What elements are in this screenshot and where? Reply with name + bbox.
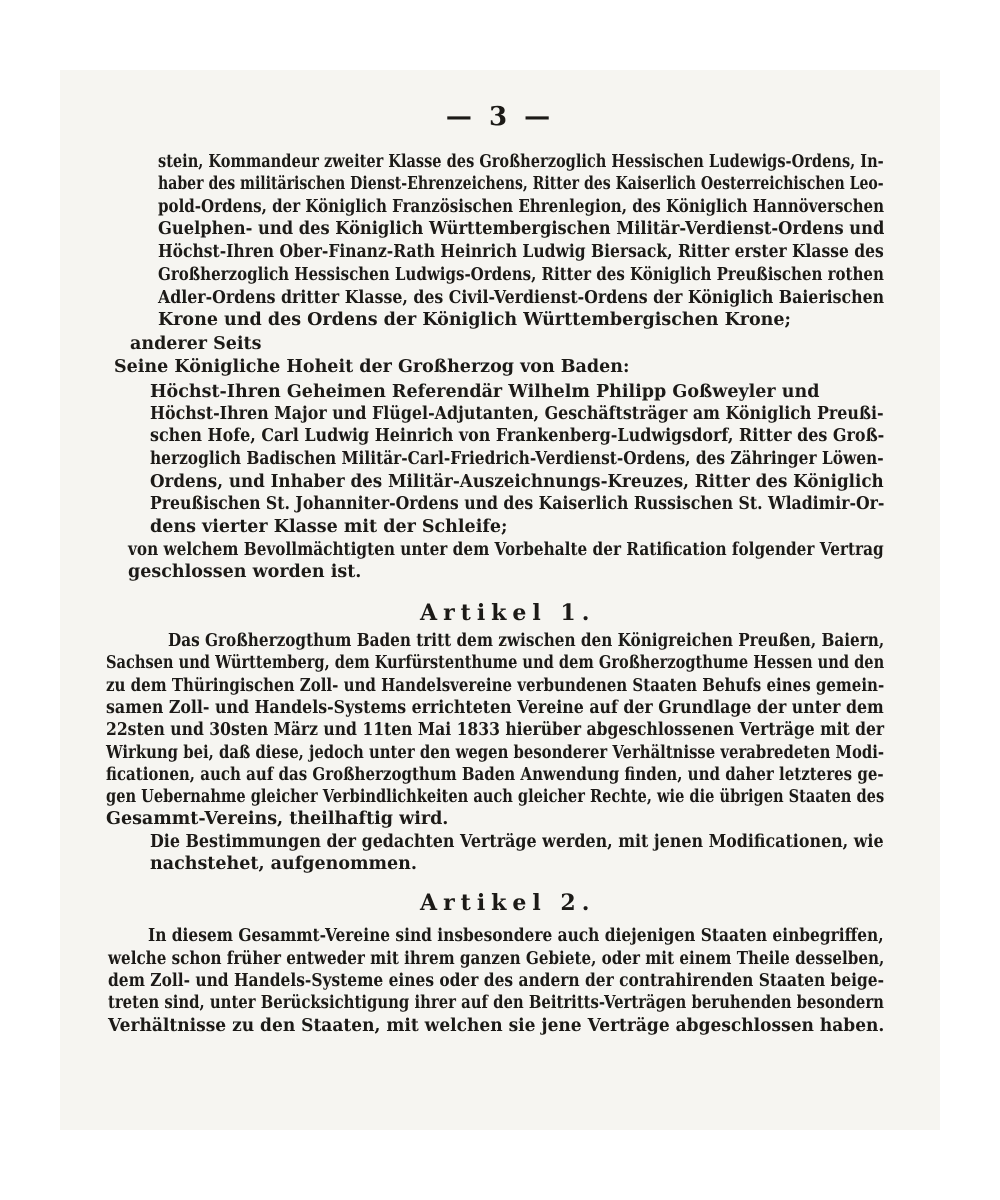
text-line: welche schon früher entweder mit ihrem ganzen Gebiete, oder mit einem Theile desselben, [108,949,885,969]
text-line: dem Zoll- und Handels-Systeme eines oder des andern der contrahirenden Staaten beige- [108,971,885,991]
text-line: von welchem Bevollmächtigten unter dem Vorbehalte der Ratification folgender Vertrag [128,540,884,560]
text-line: Seine Königliche Hoheit der Großherzog von Baden: [114,357,630,377]
text-line: gen Uebernahme gleicher Verbindlichkeiten auch gleicher Rechte, wie die übrigen Staaten des [106,787,885,807]
page-number: — 3 — [445,102,555,132]
text-line: Wirkung bei, daß diese, jedoch unter den wegen besonderer Verhältnisse verabredeten Modi- [106,743,884,763]
text-line: Höchst-Ihren Major und Flügel-Adjutanten, Geschäftsträger am Königlich Preußi- [150,404,884,424]
text-line: schen Hofe, Carl Ludwig Heinrich von Frankenberg-Ludwigsdorf, Ritter des Groß- [150,426,885,446]
text-line: zu dem Thüringischen Zoll- und Handelsvereine verbundenen Staaten Behufs eines gemein- [106,676,885,696]
text-line: Krone und des Ordens der Königlich Württembergischen Krone; [158,310,791,330]
text-line: 22sten und 30sten März und 11ten Mai 1833 hierüber abgeschlossenen Verträge mit der [106,720,885,740]
text-line: geschlossen worden ist. [128,562,362,582]
text-line: Adler-Ordens dritter Klasse, des Civil-Verdienst-Ordens der Königlich Baierischen [158,288,885,308]
text-line: Ordens, und Inhaber des Militär-Auszeichnungs-Kreuzes, Ritter des Königlich [150,472,884,492]
article-heading: Artikel 1. [420,600,596,626]
text-line: samen Zoll- und Handels-Systems errichteten Vereine auf der Grundlage der unter dem [106,698,884,718]
text-line: anderer Seits [130,334,262,354]
text-line: stein, Kommandeur zweiter Klasse des Großherzoglich Hessischen Ludewigs-Ordens, In- [158,152,884,172]
text-line: Die Bestimmungen der gedachten Verträge werden, mit jenen Modificationen, wie [150,832,884,852]
text-line: nachstehet, aufgenommen. [150,854,417,874]
text-line: dens vierter Klasse mit der Schleife; [150,517,508,537]
text-line: Verhältnisse zu den Staaten, mit welchen sie jene Verträge abgeschlossen haben. [108,1016,885,1036]
text-line: Großherzoglich Hessischen Ludwigs-Ordens, Ritter des Königlich Preußischen rothen [158,265,884,285]
text-line: Guelphen- und des Königlich Württembergischen Militär-Verdienst-Ordens und [158,219,885,239]
text-line: Preußischen St. Johanniter-Ordens und des Kaiserlich Russischen St. Wladimir-Or- [150,494,885,514]
text-line: ficationen, auch auf das Großherzogthum Baden Anwendung finden, und daher letzteres ge- [106,765,884,785]
text-line: In diesem Gesammt-Vereine sind insbesondere auch diejenigen Staaten einbegriffen, [148,926,884,946]
text-line: herzoglich Badischen Militär-Carl-Friedrich-Verdienst-Ordens, des Zähringer Löwen- [150,449,884,469]
article-heading: Artikel 2. [420,890,596,916]
text-line: treten sind, unter Berücksichtigung ihrer auf den Beitritts-Verträgen beruhenden besondern [108,993,884,1013]
text-line: haber des militärischen Dienst-Ehrenzeichens, Ritter des Kaiserlich Oesterreichischen Leo- [158,174,884,194]
text-line: Das Großherzogthum Baden tritt dem zwischen den Königreichen Preußen, Baiern, [168,631,885,651]
text-line: pold-Ordens, der Königlich Französischen Ehrenlegion, des Königlich Hannöverschen [158,197,885,217]
text-line: Sachsen und Württemberg, dem Kurfürstenthume und dem Großherzogthume Hessen und den [106,653,885,673]
text-line: Gesammt-Vereins, theilhaftig wird. [106,809,449,829]
text-line: Höchst-Ihren Ober-Finanz-Rath Heinrich Ludwig Biersack, Ritter erster Klasse des [158,242,884,262]
text-line: Höchst-Ihren Geheimen Referendär Wilhelm Philipp Goßweyler und [150,382,820,402]
